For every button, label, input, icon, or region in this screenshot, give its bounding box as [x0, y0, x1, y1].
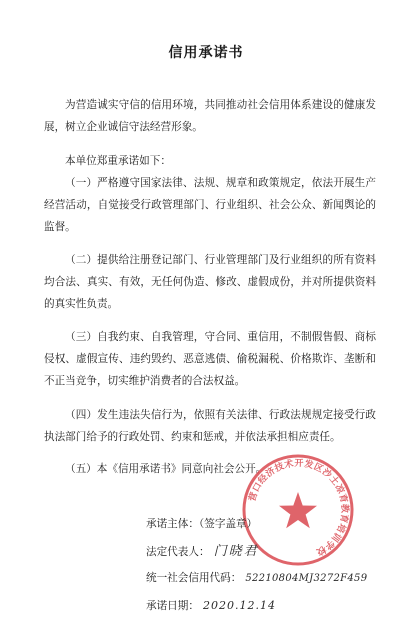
commitment-date-value: 2020.12.14	[202, 599, 276, 612]
seal-star	[279, 492, 317, 528]
clause-1: （一）严格遵守国家法律、法规、规章和政策规定，依法开展生产经营活动，自觉接受行政管理部门、行业组织、社会公众、新闻舆论的监督。	[44, 177, 376, 233]
credit-code-label: 统一社会信用代码：	[146, 572, 242, 584]
legal-representative-signature: 门晓君	[213, 544, 259, 559]
commitment-date	[146, 598, 276, 614]
signature-subject: 承诺主体：（签字盖章）	[146, 518, 258, 530]
lead-paragraph: 本单位郑重承诺如下：	[65, 155, 171, 167]
document-title: 信用承诺书	[168, 45, 244, 61]
clause-5: （五）本《信用承诺书》同意向社会公开。	[65, 463, 267, 475]
legal-representative	[146, 544, 259, 560]
seal-text: 营口经济技术开发区沙土凉育教育培训学校	[247, 458, 350, 557]
legal-representative-label: 法定代表人：	[146, 546, 210, 558]
commitment-date-label: 承诺日期：	[146, 600, 199, 612]
clause-3: （三）自我约束、自我管理，守合同、重信用，不制假售假、商标侵权、虚假宣传、违约毁约、恶意逃债、偷税漏税、价格欺诈、垄断和不正当竞争，切实维护消费者的合法权益。	[44, 331, 376, 387]
intro-paragraph: 为营造诚实守信的信用环境，共同推动社会信用体系建设的健康发展，树立企业诚信守法经营形象。	[44, 99, 376, 133]
clause-4: （四）发生违法失信行为，依照有关法律、行政法规规定接受行政执法部门给予的行政处罚、约束和惩戒，并依法承担相应责任。	[44, 409, 376, 443]
clause-2: （二）提供给注册登记部门、行业管理部门及行业组织的所有资料均合法、真实、有效，无任何伪造、修改、虚假成份，并对所提供资料的真实性负责。	[44, 254, 376, 310]
credit-code	[146, 570, 367, 587]
credit-code-value: 52210804MJ3272F459	[245, 573, 368, 584]
